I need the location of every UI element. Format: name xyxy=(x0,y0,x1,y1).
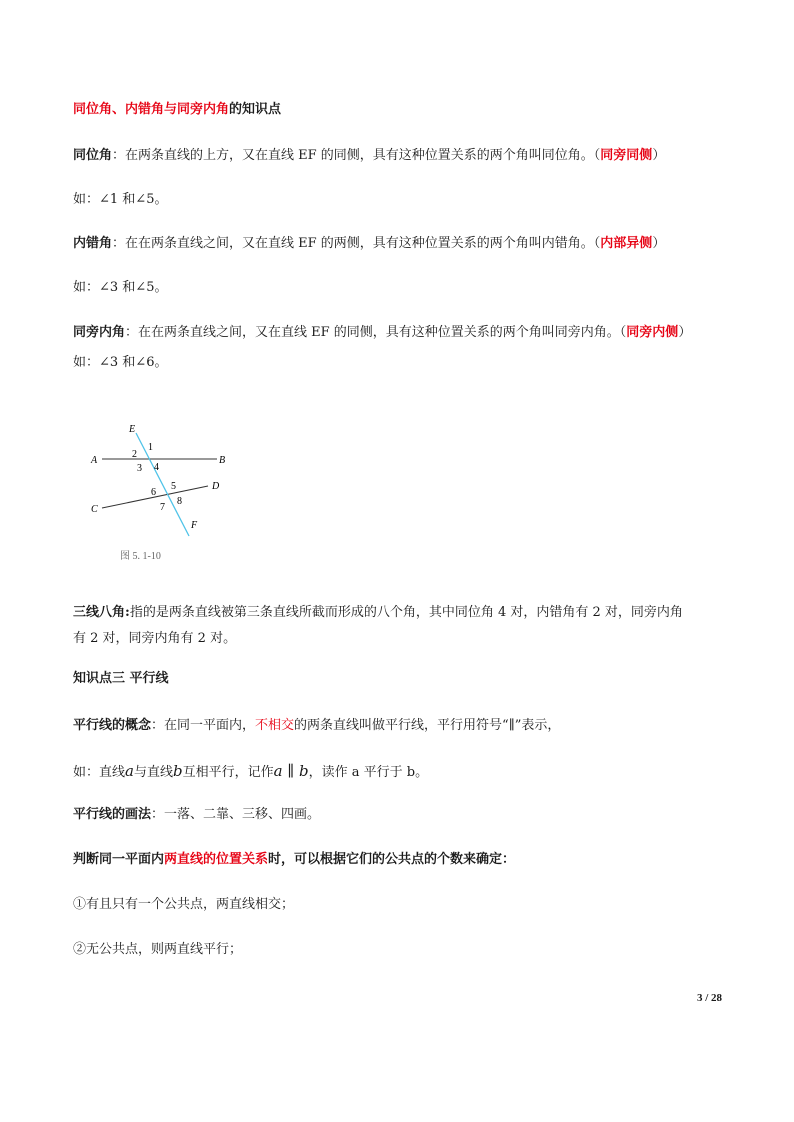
example-text-4: ，读作 a 平行于 b。 xyxy=(308,765,429,780)
alternate-interior-text: ：在在两条直线之间，又在直线 EF 的两侧，具有这种位置关系的两个角叫内错角。（ xyxy=(112,236,601,251)
parallel-example xyxy=(73,760,733,784)
example-text-2: 与直线 xyxy=(133,765,173,780)
drawing-term: 平行线的画法 xyxy=(73,807,152,822)
parallel-concept-text: 的两条直线叫做平行线，平行用符号“∥”表示， xyxy=(294,718,561,733)
transversal-diagram-svg xyxy=(82,418,242,568)
angle-label-7: 7 xyxy=(160,502,165,513)
three-lines-text-2: 有 2 对，同旁内角有 2 对。 xyxy=(73,631,237,646)
corresponding-angles-text: ：在两条直线的上方，又在直线 EF 的同侧，具有这种位置关系的两个角叫同位角。（ xyxy=(112,148,601,163)
parallel-concept xyxy=(73,715,733,737)
drawing-text: ：一落、二靠、三移、四画。 xyxy=(151,807,321,822)
three-lines-text-1: 指的是两条直线被第三条直线所截而形成的八个角，其中同位角 4 对，内错角有 2 对，同旁内角 xyxy=(129,605,683,620)
parallel-concept-term: 平行线的概念 xyxy=(73,718,152,733)
co-interior-angles-definition xyxy=(73,322,733,344)
example-expr-a: a xyxy=(273,762,283,780)
parallel-concept-red: 不相交 xyxy=(255,718,295,733)
co-interior-tag: 同旁内侧 xyxy=(626,325,679,340)
angle-label-1: 1 xyxy=(148,442,153,453)
alternate-interior-tag: 内部异侧 xyxy=(600,236,653,251)
judge-red: 两直线的位置关系 xyxy=(164,852,269,867)
judge-position-relation xyxy=(73,849,733,871)
page-number: 3 / 28 xyxy=(696,992,722,1004)
three-lines-term: 三线八角: xyxy=(73,605,130,620)
co-interior-close: ） xyxy=(678,325,692,340)
corresponding-angles-close: ） xyxy=(652,148,666,163)
figure-transversal-diagram xyxy=(82,418,242,568)
example-expr-b: b xyxy=(299,762,309,780)
three-lines-eight-angles xyxy=(73,600,733,652)
alternate-interior-term: 内错角 xyxy=(73,236,113,251)
alternate-interior-close: ） xyxy=(652,236,666,251)
example-var-a: a xyxy=(125,762,134,780)
judge-text-2: 时，可以根据它们的公共点的个数来确定： xyxy=(268,852,516,867)
figure-caption: 图 5. 1-10 xyxy=(120,551,161,562)
parallel-drawing-method xyxy=(73,804,733,826)
corresponding-angles-tag: 同旁同侧 xyxy=(600,148,653,163)
angle-label-8: 8 xyxy=(177,496,182,507)
label-e: E xyxy=(129,424,136,435)
angle-label-6: 6 xyxy=(151,487,156,498)
corresponding-angles-definition xyxy=(73,145,733,167)
label-b: B xyxy=(219,455,226,466)
parallel-concept-colon: ：在同一平面内， xyxy=(151,718,256,733)
judge-text-1: 判断同一平面内 xyxy=(73,852,165,867)
example-text-1: 如：直线 xyxy=(73,765,126,780)
transversal-ef xyxy=(136,433,189,536)
heading-red-text: 同位角、内错角与同旁内角 xyxy=(73,102,230,117)
angle-label-5: 5 xyxy=(171,481,176,492)
alternate-interior-example: 如：∠3 和∠5。 xyxy=(73,280,168,295)
corresponding-angles-example: 如：∠1 和∠5。 xyxy=(73,192,168,207)
co-interior-example: 如：∠3 和∠6。 xyxy=(73,355,168,370)
heading-black-text: 的知识点 xyxy=(229,102,282,117)
example-parallel-symbol: ∥ xyxy=(282,762,300,780)
label-f: F xyxy=(191,520,198,531)
co-interior-term: 同旁内角 xyxy=(73,325,126,340)
section-heading-parallel: 知识点三 平行线 xyxy=(73,671,169,686)
label-a: A xyxy=(91,455,98,466)
angle-label-4: 4 xyxy=(154,462,159,473)
label-d: D xyxy=(212,481,220,492)
example-text-3: 互相平行，记作 xyxy=(182,765,274,780)
angle-label-2: 2 xyxy=(132,449,137,460)
list-item: ②无公共点，则两直线平行； xyxy=(73,942,243,957)
section-heading-angles xyxy=(73,99,733,121)
corresponding-angles-term: 同位角 xyxy=(73,148,113,163)
example-var-b: b xyxy=(172,762,183,780)
angle-label-3: 3 xyxy=(137,463,142,474)
alternate-interior-angles-definition xyxy=(73,233,733,255)
label-c: C xyxy=(91,504,98,515)
list-item: ①有且只有一个公共点，两直线相交； xyxy=(73,897,295,912)
co-interior-text: ：在在两条直线之间，又在直线 EF 的同侧，具有这种位置关系的两个角叫同旁内角。（ xyxy=(125,325,627,340)
